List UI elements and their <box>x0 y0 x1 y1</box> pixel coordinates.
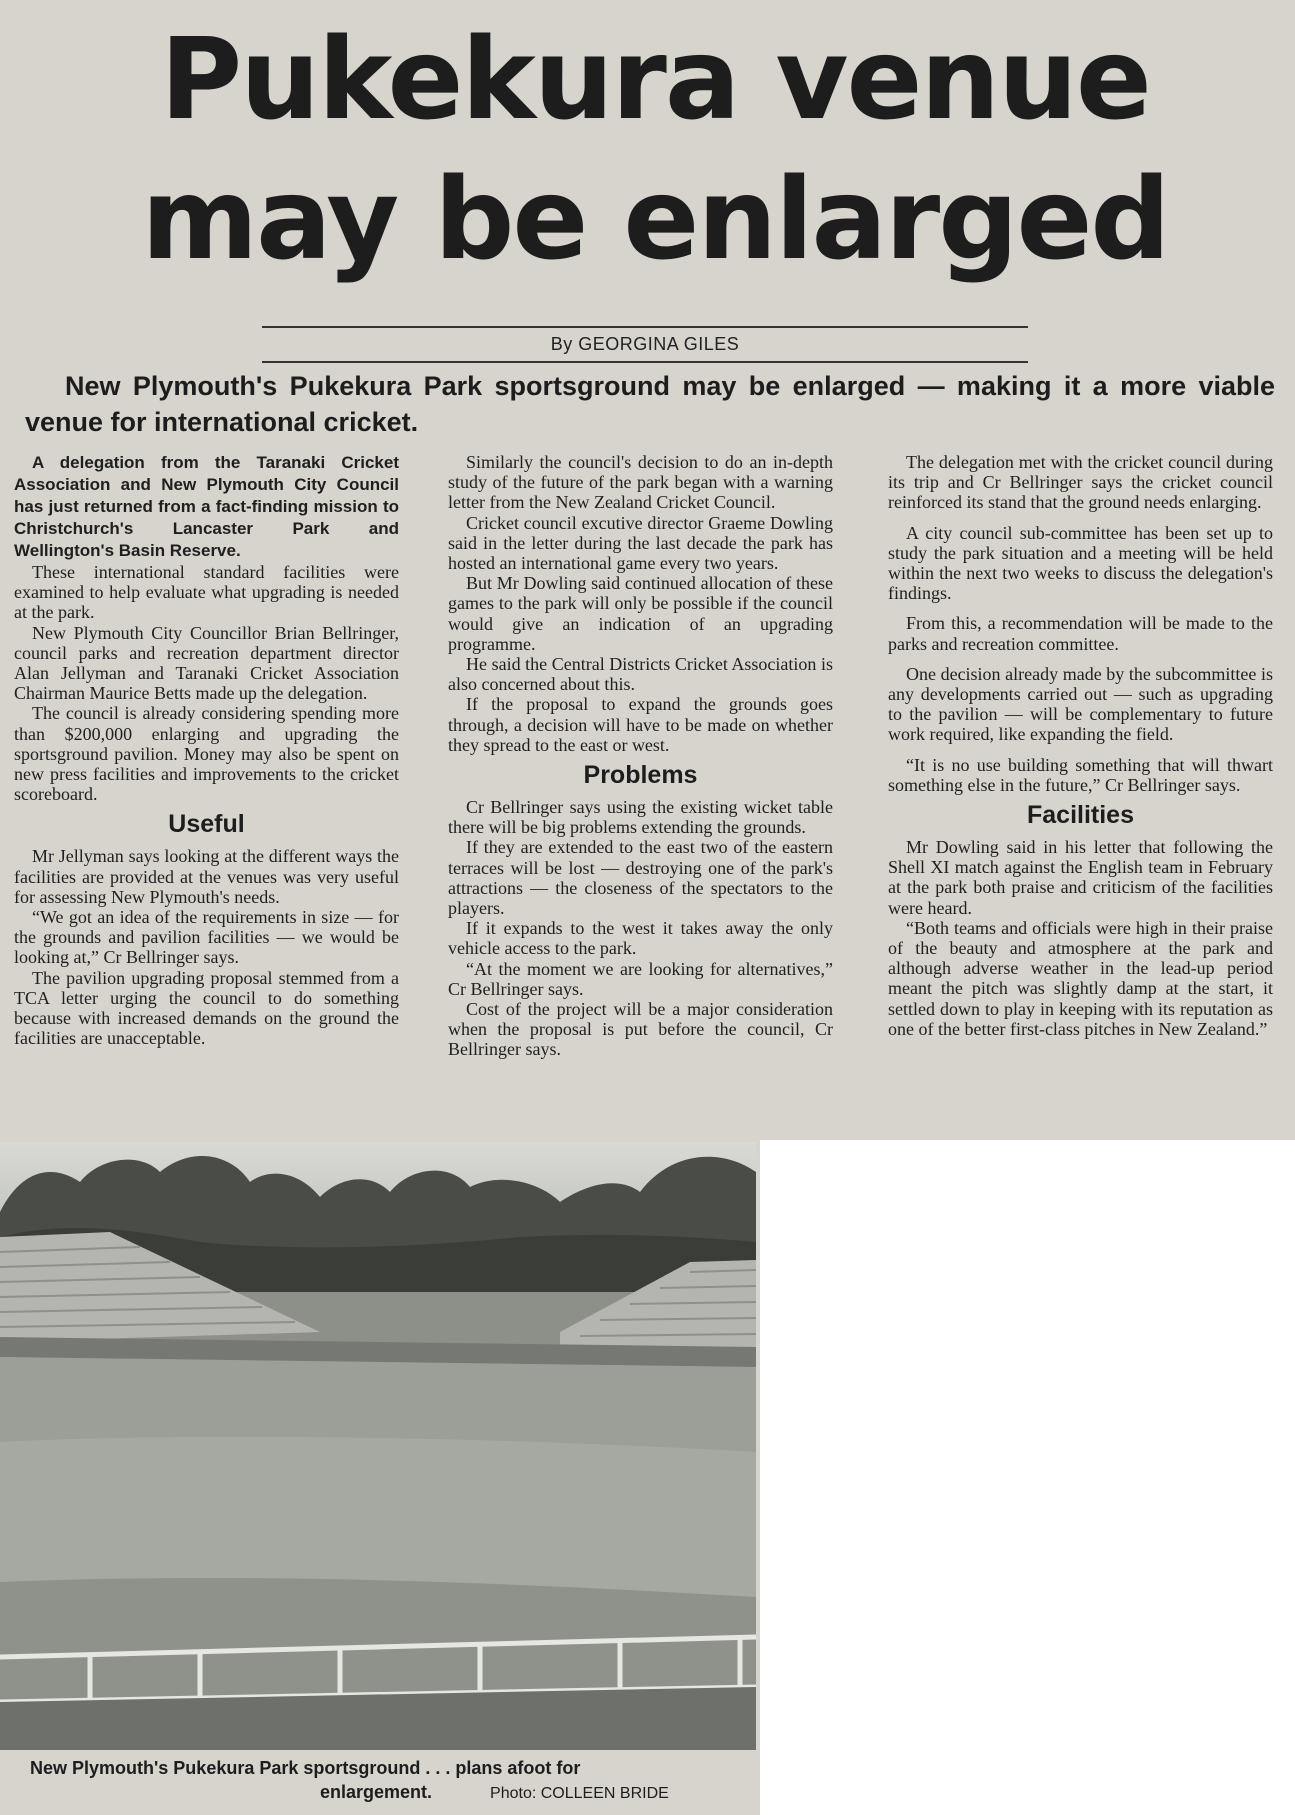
paragraph: Mr Dowling said in his letter that following the Shell XI match against the English team in February at the park both praise and criticism of the facilities were heard. <box>888 837 1273 918</box>
photo-credit: Photo: COLLEEN BRIDE <box>490 1785 669 1802</box>
paragraph: Similarly the council's decision to do an in-depth study of the future of the park began with a warning letter from the New Zealand Cricket Council. <box>448 452 833 513</box>
paragraph: Cr Bellringer says using the existing wicket table there will be big problems extending the grounds. <box>448 797 833 838</box>
sportsground-illustration <box>0 1142 756 1750</box>
paragraph: If they are extended to the east two of the eastern terraces will be lost — destroying one of the park's attractions — the closeness of the spectators to the players. <box>448 837 833 919</box>
article-column-3 <box>888 452 1273 1039</box>
subhead-useful: Useful <box>168 810 245 839</box>
subhead-facilities: Facilities <box>1027 801 1134 830</box>
paragraph: New Plymouth City Councillor Brian Bellringer, council parks and recreation department director Alan Jellyman and Taranaki Cricket Association Chairman Maurice Betts made up the delegation. <box>14 622 399 704</box>
paragraph: The council is already considering spending more than $200,000 enlarging and upgrading the sportsground pavilion. Money may also be spent on new press facilities and improvements to the cricket scoreboard. <box>14 703 399 805</box>
paragraph: These international standard facilities were examined to help evaluate what upgrading is needed at the park. <box>14 562 399 623</box>
caption-text-line-2: enlargement. <box>320 1782 433 1802</box>
photo-caption <box>30 1756 730 1806</box>
paragraph: “It is no use building something that will thwart something else in the future,” Cr Bellringer says. <box>888 754 1273 795</box>
article-column-1 <box>14 452 399 1048</box>
paragraph: From this, a recommendation will be made to the parks and recreation committee. <box>888 613 1273 654</box>
paragraph: The pavilion upgrading proposal stemmed from a TCA letter urging the council to do something because with increased demands on the ground the facilities are unacceptable. <box>14 967 399 1049</box>
byline-rule-bottom <box>262 361 1028 363</box>
paragraph: The delegation met with the cricket council during its trip and Cr Bellringer says the cricket council reinforced its stand that the ground needs enlarging. <box>888 452 1273 513</box>
paragraph: “At the moment we are looking for alternatives,” Cr Bellringer says. <box>448 958 833 999</box>
byline: By GEORGINA GILES <box>550 334 740 354</box>
headline-line-1: Pukekura venue <box>160 15 1150 145</box>
paragraph: He said the Central Districts Cricket Association is also concerned about this. <box>448 654 833 695</box>
standfirst: New Plymouth's Pukekura Park sportsground may be enlarged — making it a more viable venue for international cricket. <box>25 371 1275 437</box>
paragraph: “Both teams and officials were high in their praise of the beauty and atmosphere at the park and although adverse weather in the lead-up period meant the pitch was slightly damp at the start, it settled down to play in keeping with its reputation as one of the better first-class pitches in New Zealand.” <box>888 917 1273 1039</box>
paragraph: Cost of the project will be a major consideration when the proposal is put before the council, Cr Bellringer says. <box>448 999 833 1060</box>
sportsground-photo <box>0 1142 756 1750</box>
paragraph: Mr Jellyman says looking at the different ways the facilities are provided at the venues was very useful for assessing New Plymouth's needs. <box>14 846 399 907</box>
article-column-2 <box>448 452 833 1060</box>
paragraph: If it expands to the west it takes away the only vehicle access to the park. <box>448 918 833 959</box>
headline <box>40 10 1270 290</box>
paragraph: One decision already made by the subcommittee is any developments carried out — such as upgrading to the pavilion — will be complementary to future work required, like expanding the field. <box>888 663 1273 745</box>
lead-paragraph: A delegation from the Taranaki Cricket Association and New Plymouth City Council has just returned from a fact-finding mission to Christchurch's Lancaster Park and Wellington's Basin Reserve. <box>14 453 399 560</box>
headline-line-2: may be enlarged <box>141 155 1169 285</box>
paragraph: Cricket council excutive director Graeme Dowling said in the letter during the last decade the park has hosted an international game every two years. <box>448 512 833 574</box>
paragraph: If the proposal to expand the grounds goes through, a decision will have to be made on whether they spread to the east or west. <box>448 694 833 755</box>
paragraph: A city council sub-committee has been set up to study the park situation and a meeting will be held within the next two weeks to discuss the delegation's findings. <box>888 522 1273 604</box>
caption-text-line-1: New Plymouth's Pukekura Park sportsground . . . plans afoot for <box>30 1758 581 1778</box>
paragraph: “We got an idea of the requirements in size — for the grounds and pavilion facilities — we would be looking at,” Cr Bellringer says. <box>14 907 399 968</box>
paragraph: But Mr Dowling said continued allocation of these games to the park will only be possible if the council would give an indication of an upgrading programme. <box>448 573 833 654</box>
byline-rule-top <box>262 326 1028 328</box>
subhead-problems: Problems <box>583 761 698 790</box>
